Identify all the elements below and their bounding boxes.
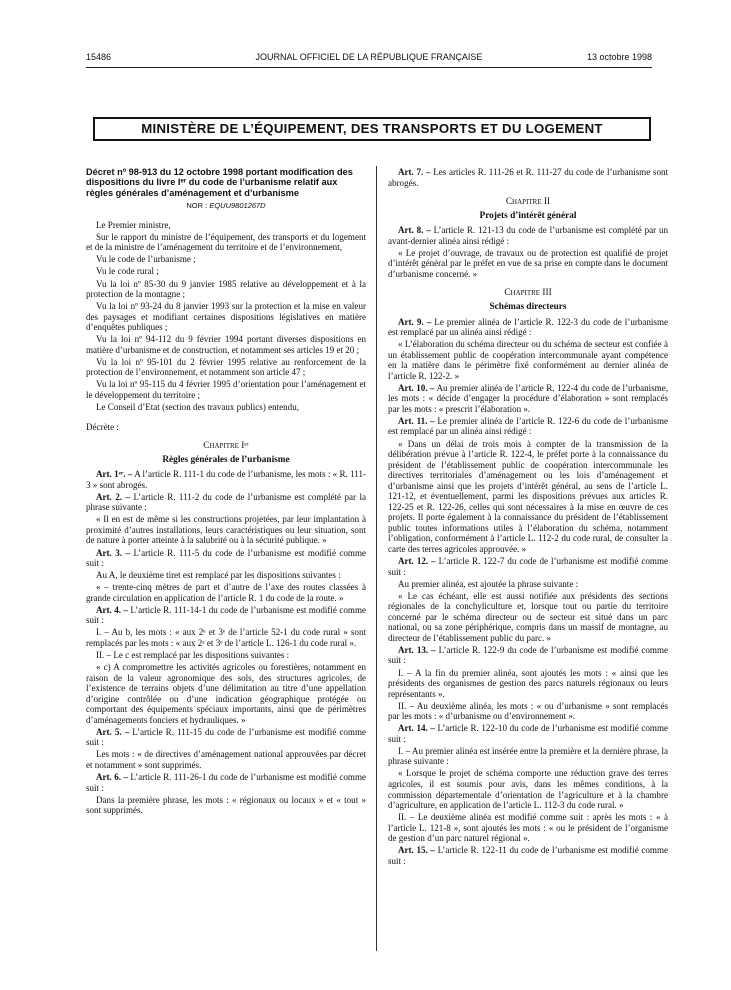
paragraph: [388, 248, 668, 280]
paragraph-text: Au premier alinéa, est ajoutée la phrase suivante :: [398, 578, 579, 589]
paragraph-text: I. – Au b, les mots : « aux 2ᵉ et 3ᵉ de l’article 52-1 du code rural » sont remplacés par les mots : « aux 2ᵉ et 3ᵉ de l’article L. 126-1 du code rural ».: [86, 627, 366, 648]
paragraph-text: « Le projet d’ouvrage, de travaux ou de protection est qualifié de projet d’intérêt général par le préfet en vue de sa prise en compte dans le document d’urbanisme concerné. »: [388, 247, 668, 279]
paragraph-text: A l’article R. 111-1 du code de l’urbanisme, les mots : « R. 111-3 » sont abrogés.: [86, 469, 366, 490]
paragraph-text: Décrète :: [86, 421, 119, 432]
paragraph: [86, 220, 366, 231]
paragraph-text: Vu la loi nº 85-30 du 9 janvier 1985 relative au développement et à la protection de la montagne ;: [86, 278, 366, 300]
article-number: Art. 2. –: [96, 491, 131, 502]
section-heading: Schémas directeurs: [489, 301, 567, 312]
paragraph-text: I. – A la fin du premier alinéa, sont ajoutés les mots : « ainsi que les présidents des organismes de gestion des parcs naturels régionaux ou leurs représentants ».: [388, 667, 668, 699]
section-heading: Règles générales de l’urbanisme: [162, 454, 290, 465]
paragraph: [388, 701, 668, 722]
paragraph: [86, 514, 366, 546]
paragraph-text: Les mots : « de directives d’aménagement national approuvées par décret et notamment » sont supprimés.: [86, 749, 366, 770]
article-number: Art. 9. –: [398, 316, 432, 327]
article-number: Art. 6. –: [96, 771, 128, 782]
article-number: Art. 8. –: [398, 225, 431, 236]
paragraph-text: « Il en est de même si les constructions projetées, par leur implantation à proximité d’autres installations, leurs caractéristiques ou leur situation, sont de nature à porter atteinte à la salubrité ou à la sécurité publique. »: [86, 514, 366, 546]
article-number: Art. 11. –: [398, 415, 435, 426]
paragraph: [86, 662, 366, 725]
paragraph: [86, 627, 366, 648]
column-divider: [376, 166, 377, 951]
paragraph-text: Au A, le deuxième tiret est remplacé par les dispositions suivantes :: [96, 570, 341, 581]
paragraph-text: II. – Au deuxième alinéa, les mots : « ou d’urbanisme » sont remplacés par les mots : « d’urbanisme ou d’environnement ».: [388, 700, 668, 722]
article-paragraph: [86, 492, 366, 513]
page-header: [86, 52, 652, 66]
left-body: [86, 220, 366, 816]
paragraph: [86, 232, 366, 253]
paragraph-text: L’article R. 122-7 du code de l’urbanisme est modifié comme suit :: [388, 556, 668, 577]
article-paragraph: [86, 548, 366, 569]
paragraph: [86, 749, 366, 770]
paragraph: [388, 812, 668, 844]
chapter-heading: Chapitre III: [504, 288, 552, 299]
article-paragraph: [388, 416, 668, 437]
paragraph-text: II. – Le deuxième alinéa est modifié comme suit : après les mots : « à l’article L. 121-8 », sont ajoutés les mots : « ou le président de l’organisme de gestion d’un parc naturel régional ».: [388, 812, 668, 844]
paragraph-text: Le premier alinéa de l’article R. 122-6 du code de l’urbanisme est remplacé par un alinéa ainsi rédigé :: [388, 415, 669, 437]
paragraph-text: Dans la première phrase, les mots : « régionaux ou locaux » et « tout » sont supprimés.: [86, 794, 366, 816]
paragraph-text: « Le cas échéant, elle est aussi notifiée aux présidents des sections régionales de la conchyliculture et, lorsque tout ou partie du territoire concerné par le schéma directeur ou de secteur est situé dans un parc national, ou sa zone périphérique, compris dans un massif de montagne, au directeur de l’établissement public du parc. »: [388, 590, 668, 643]
article-number: Art. 7. –: [398, 167, 431, 177]
paragraph-text: Vu la loi nº 95-115 du 4 février 1995 d’orientation pour l’aménagement et le développement du territoire ;: [86, 379, 366, 400]
paragraph-text: I. – Au premier alinéa est insérée entre la première et la dernière phrase, la phrase suivante :: [388, 745, 668, 767]
right-column: [388, 167, 668, 868]
chapter-heading: Chapitre II: [505, 197, 551, 208]
article-number: Art. 3. –: [96, 547, 130, 558]
article-paragraph: [388, 167, 668, 188]
paragraph-text: Vu le code rural ;: [96, 266, 159, 277]
ministry-banner: MINISTÈRE DE L’ÉQUIPEMENT, DES TRANSPORTS ET DU LOGEMENT: [93, 117, 651, 141]
paragraph-text: L’article R. 122-9 du code de l’urbanisme est modifié comme suit :: [388, 644, 668, 666]
paragraph: [86, 402, 366, 413]
issue-date: 13 octobre 1998: [586, 52, 652, 62]
paragraph-text: L’article R. 111-5 du code de l’urbanisme est modifié comme suit :: [86, 547, 367, 569]
article-number: Art. 10. –: [398, 382, 435, 393]
article-paragraph: [388, 383, 668, 415]
paragraph: [388, 591, 668, 644]
decree-title: Décret nº 98-913 du 12 octobre 1998 portant modification des dispositions du livre Iᵉʳ du code de l’urbanisme relatif aux règles générales d’aménagement et d’urbanisme: [86, 167, 353, 198]
paragraph-text: L’article R. 122-11 du code de l’urbanisme est modifié comme suit :: [388, 845, 668, 866]
paragraph: [86, 279, 366, 300]
paragraph: [388, 668, 668, 700]
journal-title: JOURNAL OFFICIEL DE LA RÉPUBLIQUE FRANÇAISE: [255, 52, 483, 62]
paragraph-text: L’article R. 121-13 du code de l’urbanisme est complété par un avant-dernier alinéa ainsi rédigé :: [388, 225, 669, 246]
article-paragraph: [388, 645, 668, 666]
article-paragraph: [86, 469, 366, 490]
header-rule: [86, 67, 652, 68]
paragraph-text: Le Premier ministre,: [96, 219, 171, 230]
paragraph: [388, 439, 668, 555]
page-number: 15486: [86, 52, 112, 62]
paragraph-text: L’article R. 122-10 du code de l’urbanisme est modifié comme suit :: [388, 723, 668, 744]
paragraph-text: L’article R. 111-14-1 du code de l’urbanisme est modifié comme suit :: [86, 604, 366, 626]
paragraph: [86, 582, 366, 603]
paragraph-text: « L’élaboration du schéma directeur ou du schéma de secteur est confiée à un établissement public de coopération intercommunale ayant compétence en la matière dans le périmètre fixé conformément au dernier alinéa de l’article R. 122-2. »: [388, 339, 668, 381]
paragraph: [86, 422, 366, 433]
article-paragraph: [388, 556, 668, 577]
article-number: Art. 5. –: [96, 726, 130, 737]
paragraph-text: Au premier alinéa de l’article R. 122-4 du code de l’urbanisme, les mots : « décide d’engager la procédure d’élaboration » sont remplacés par les mots : « prescrit l’élaboration ».: [388, 382, 668, 414]
article-paragraph: [388, 317, 668, 338]
article-paragraph: [86, 772, 366, 793]
paragraph-text: « c) A compromettre les activités agricoles ou forestières, notamment en raison de la valeur agronomique des sols, des structures agricoles, de l’existence de terrains objets d’une délimitation au titre d’une appellation d’origine contrôlée ou d’une indication géographique protégée ou comportant des équipements spéciaux importants, ainsi que de périmètres d’aménagements fonciers et hydrauliques. »: [86, 662, 366, 725]
article-paragraph: [388, 225, 668, 246]
paragraph: [86, 266, 366, 277]
paragraph: [86, 795, 366, 816]
paragraph-text: « Dans un délai de trois mois à compter de la transmission de la délibération prévue à l’article R. 122-4, le préfet porte à la connaissance du président de l’établissement public de coopération intercommunale les directives territoriales d’aménagement ou les lois d’aménagement et d’urbanisme ainsi que les projets d’intérêt général, au sens de l’article L. 121-12, et éventuellement, parmi les dispositions prévues aux articles R. 122-25 et R. 122-26, celles qui sont nécessaires à la mise en œuvre de ces projets. Il porte également à la connaissance du président de l’établissement public toutes informations utiles à l’élaboration du schéma, notamment l’obligation, conformément à l’article L. 112-2 du code rural, de consulter la carte des terres agricoles approuvée. »: [388, 438, 668, 554]
nor-reference: [86, 201, 366, 212]
paragraph-text: Sur le rapport du ministre de l’équipement, des transports et du logement et de la ministre de l’aménagement du territoire et de l’environnement,: [86, 231, 366, 253]
article-number: Art. 15. –: [398, 845, 435, 856]
paragraph-text: Vu la loi nº 95-101 du 2 février 1995 relative au renforcement de la protection de l’environnement, et notamment son article 47 ;: [86, 356, 366, 378]
paragraph-text: « Lorsque le projet de schéma comporte une réduction grave des terres agricoles, il est soumis pour avis, dans les mêmes conditions, à la commission départementale d’orientation de l’agriculture et à la chambre d’agriculture, en application de l’article L. 112-3 du code rural. »: [388, 768, 668, 811]
paragraph-text: Vu le code de l’urbanisme ;: [96, 254, 196, 265]
article-number: Art. 13. –: [398, 644, 436, 655]
paragraph-text: II. – Le c est remplacé par les dispositions suivantes :: [96, 649, 290, 660]
article-paragraph: [388, 845, 668, 866]
article-number: Art. 14. –: [398, 723, 435, 734]
paragraph-text: L’article R. 111-15 du code de l’urbanisme est modifié comme suit :: [86, 726, 367, 748]
paragraph-text: Vu la loi nº 94-112 du 9 février 1994 portant diverses dispositions en matière d’urbanisme et de construction, et notamment ses articles 19 et 20 ;: [86, 334, 366, 355]
article-paragraph: [388, 723, 668, 744]
article-number: Art. 1ᵉʳ. –: [96, 469, 133, 480]
article-paragraph: [86, 605, 366, 626]
paragraph: [86, 301, 366, 333]
paragraph: [388, 579, 668, 590]
section-heading: Projets d’intérêt général: [479, 210, 577, 221]
paragraph-text: L’article R. 111-26-1 du code de l’urbanisme est modifié comme suit :: [86, 771, 366, 793]
paragraph-text: Vu la loi nº 93-24 du 8 janvier 1993 sur la protection et la mise en valeur des paysages et modifiant certaines dispositions législatives en matière d’enquêtes publiques ;: [86, 301, 366, 333]
paragraph-text: L’article R. 111-2 du code de l’urbanisme est complété par la phrase suivante :: [86, 491, 367, 513]
chapter-heading: Chapitre Iᵉʳ: [203, 441, 249, 452]
paragraph: [86, 334, 366, 355]
paragraph-text: Le premier alinéa de l’article R. 122-3 du code de l’urbanisme est remplacé par un alinéa ainsi rédigé :: [388, 316, 669, 338]
right-body: [388, 167, 668, 866]
article-number: Art. 4. –: [96, 604, 128, 615]
article-paragraph: [86, 727, 366, 748]
article-number: Art. 12. –: [398, 556, 436, 567]
nor-code: EQUU9801267D: [209, 201, 266, 211]
paragraph: [388, 746, 668, 767]
paragraph-text: « – trente-cinq mètres de part et d’autre de l’axe des routes classées à grande circulation en application de l’article R. 1 du code de la route. »: [86, 582, 366, 603]
paragraph: [86, 650, 366, 661]
paragraph-text: Les articles R. 111-26 et R. 111-27 du code de l’urbanisme sont abrogés.: [388, 167, 668, 188]
paragraph: [86, 570, 366, 581]
paragraph: [86, 379, 366, 400]
paragraph: [86, 254, 366, 265]
paragraph-text: Le Conseil d’Etat (section des travaux publics) entendu,: [96, 402, 299, 413]
left-column: [86, 167, 366, 817]
nor-label: NOR :: [186, 201, 208, 211]
paragraph: [388, 768, 668, 810]
paragraph: [86, 357, 366, 378]
paragraph: [388, 339, 668, 381]
